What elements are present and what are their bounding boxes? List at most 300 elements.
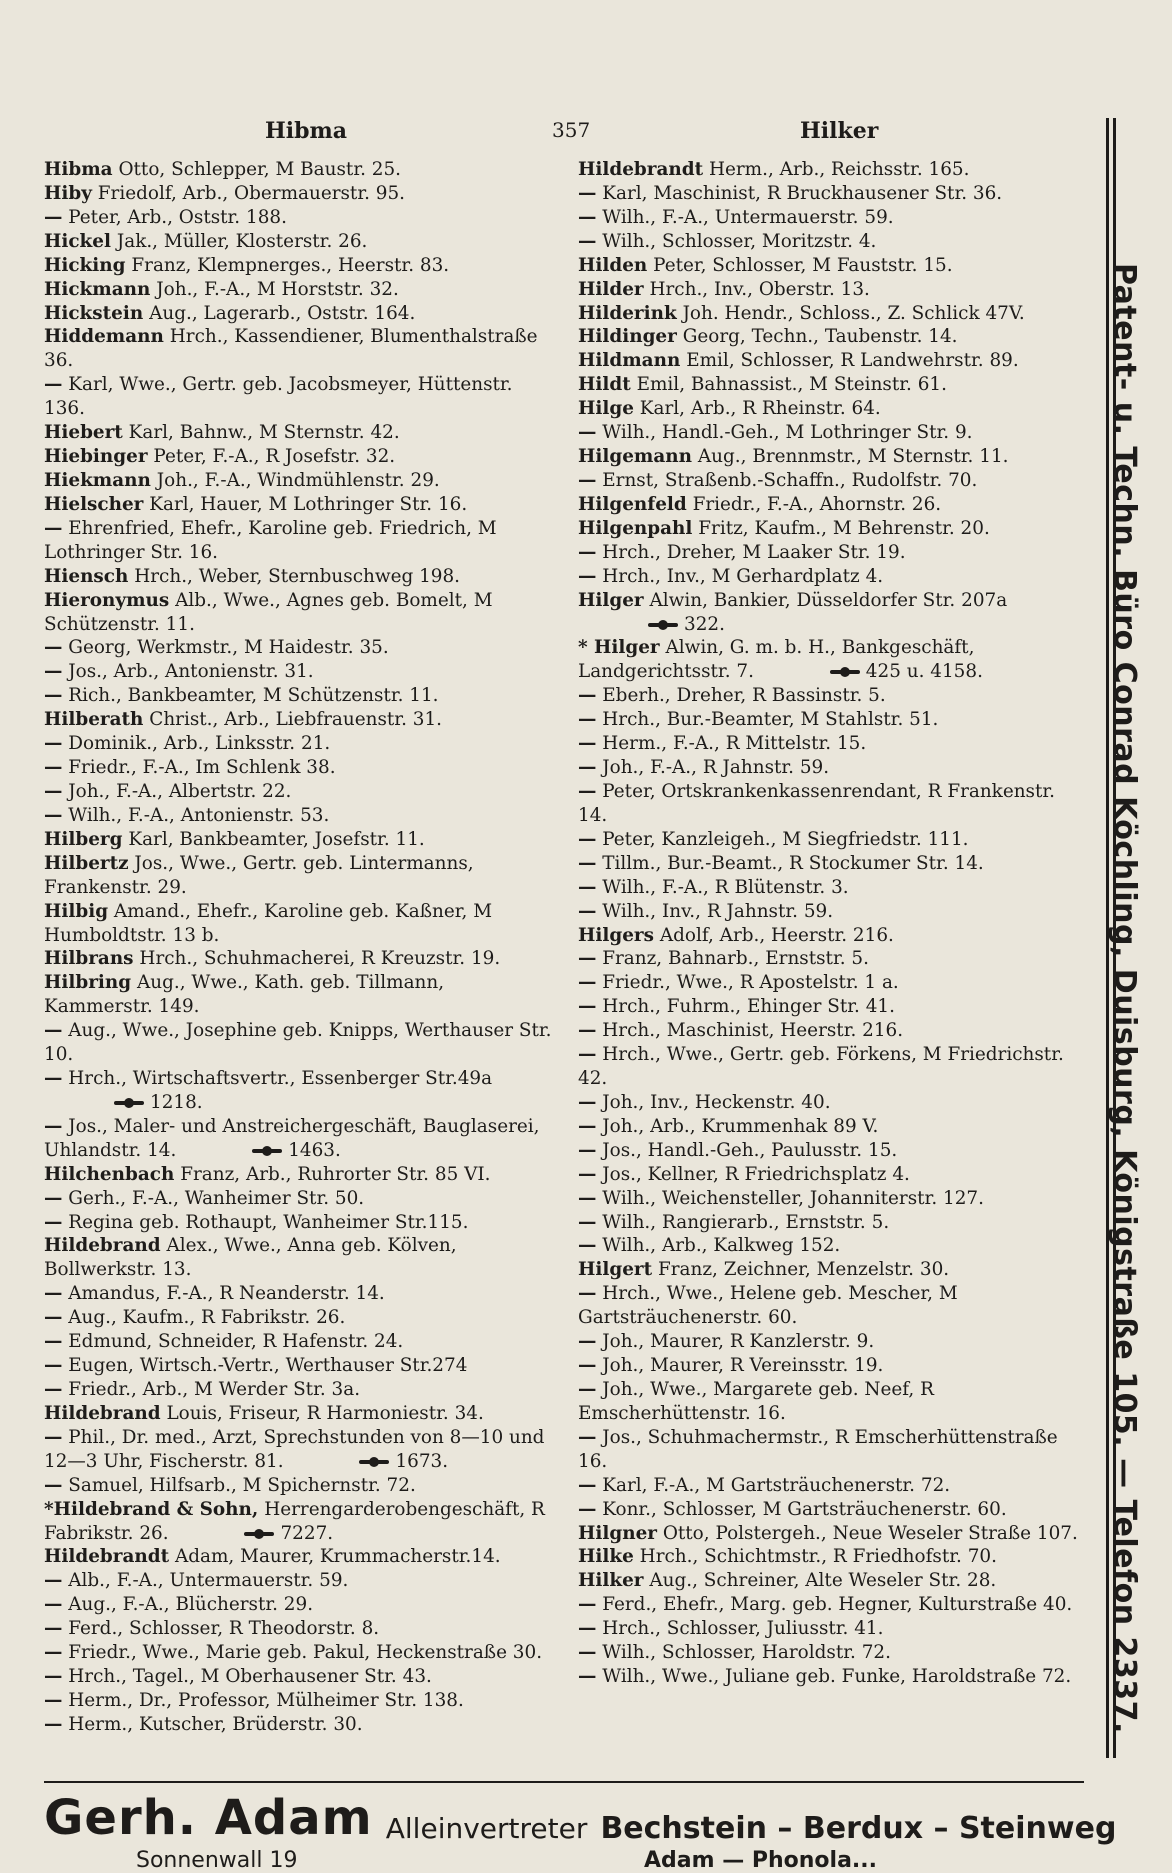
entry-surname: Hilderink bbox=[578, 302, 677, 324]
directory-entry bbox=[578, 732, 1083, 756]
entry-surname: Hickstein bbox=[44, 302, 144, 324]
directory-entry bbox=[44, 1713, 554, 1737]
entry-surname: Hildebrand bbox=[44, 1235, 161, 1257]
directory-entry bbox=[578, 1019, 1083, 1043]
entry-details: Hrch., Fuhrm., Ehinger Str. 41. bbox=[602, 996, 895, 1018]
entry-surname: Hildebrandt bbox=[44, 1546, 170, 1568]
entry-details: Friedr., Wwe., R Apostelstr. 1 a. bbox=[602, 972, 899, 994]
entry-details: Wilh., F.-A., Untermauerstr. 59. bbox=[602, 206, 894, 228]
directory-entry bbox=[44, 302, 554, 326]
telephone-icon bbox=[252, 1146, 282, 1156]
entry-surname: Hickmann bbox=[44, 278, 151, 300]
directory-entry bbox=[578, 1665, 1083, 1689]
entry-details: Jos., Handl.-Geh., Paulusstr. 15. bbox=[602, 1139, 898, 1161]
entry-surname: — bbox=[44, 1426, 63, 1448]
directory-entry bbox=[578, 636, 1083, 684]
phone-number: 7227. bbox=[280, 1522, 334, 1544]
directory-entry bbox=[44, 708, 554, 732]
entry-details: Peter, Arb., Oststr. 188. bbox=[68, 206, 287, 228]
entry-surname: — bbox=[44, 1379, 63, 1401]
entry-surname: Hilden bbox=[578, 254, 648, 276]
entry-surname: — bbox=[578, 1044, 597, 1066]
entry-details: Edmund, Schneider, R Hafenstr. 24. bbox=[68, 1331, 404, 1353]
footer-ad bbox=[44, 1790, 1117, 1873]
directory-entry bbox=[44, 804, 554, 828]
entry-surname: — bbox=[578, 733, 597, 755]
directory-entry bbox=[578, 971, 1083, 995]
entry-details: Peter, Kanzleigeh., M Siegfriedstr. 111. bbox=[602, 828, 969, 850]
directory-entry bbox=[578, 1187, 1083, 1211]
entry-surname: — bbox=[578, 828, 597, 850]
entry-surname: — bbox=[578, 1235, 597, 1257]
entry-details: Jos., Maler- und Anstreichergeschäft, Bauglaserei, Uhlandstr. 14. bbox=[44, 1115, 540, 1161]
directory-entry bbox=[578, 541, 1083, 565]
directory-entry bbox=[44, 1211, 554, 1235]
footer-address-2: Adam — Phonola... bbox=[644, 1848, 877, 1873]
directory-entry bbox=[44, 1067, 554, 1115]
telephone-icon bbox=[648, 620, 678, 630]
entry-surname: — bbox=[578, 1187, 597, 1209]
entry-surname: * Hilger bbox=[578, 637, 660, 659]
entry-surname: — bbox=[578, 757, 597, 779]
entry-details: Herm., F.-A., R Mittelstr. 15. bbox=[602, 733, 867, 755]
entry-surname: *Hildebrand & Sohn, bbox=[44, 1498, 259, 1520]
entry-surname: — bbox=[578, 685, 597, 707]
directory-entry bbox=[578, 708, 1083, 732]
entry-surname: Hilge bbox=[578, 398, 634, 420]
entry-surname: — bbox=[44, 733, 63, 755]
entry-surname: Hieronymus bbox=[44, 589, 170, 611]
entry-details: Ernst, Straßenb.-Schaffn., Rudolfstr. 70. bbox=[602, 469, 978, 491]
entry-surname: — bbox=[578, 1020, 597, 1042]
directory-entry bbox=[578, 1258, 1083, 1282]
entry-surname: Hilberath bbox=[44, 709, 144, 731]
entry-surname: — bbox=[44, 1642, 63, 1664]
directory-entry bbox=[44, 684, 554, 708]
entry-details: Hrch., Maschinist, Heerstr. 216. bbox=[602, 1020, 904, 1042]
entry-details: Rich., Bankbeamter, M Schützenstr. 11. bbox=[68, 685, 439, 707]
directory-entry bbox=[578, 278, 1083, 302]
entry-surname: Hildebrand bbox=[44, 1402, 161, 1424]
directory-entry bbox=[578, 1354, 1083, 1378]
entry-details: Peter, Schlosser, M Fauststr. 15. bbox=[653, 254, 953, 276]
entry-surname: — bbox=[578, 1139, 597, 1161]
directory-entry bbox=[44, 900, 554, 948]
entry-details: Hrch., Wwe., Helene geb. Mescher, M Gartsträuchenerstr. 60. bbox=[578, 1283, 958, 1329]
entry-details: Jos., Schuhmachermstr., R Emscherhüttenstraße 16. bbox=[578, 1426, 1058, 1472]
entry-details: Friedolf, Arb., Obermauerstr. 95. bbox=[97, 182, 406, 204]
entry-surname: — bbox=[578, 1594, 597, 1616]
header-right-keyword: Hilker bbox=[800, 118, 879, 144]
entry-surname: — bbox=[578, 206, 597, 228]
entry-details: Karl, Hauer, M Lothringer Str. 16. bbox=[149, 493, 468, 515]
entry-surname: Hiebinger bbox=[44, 446, 148, 468]
entry-details: Eberh., Dreher, R Bassinstr. 5. bbox=[602, 685, 886, 707]
entry-surname: — bbox=[44, 1283, 63, 1305]
directory-entry bbox=[578, 1330, 1083, 1354]
directory-entry bbox=[578, 1522, 1083, 1546]
entry-surname: Hilke bbox=[578, 1546, 634, 1568]
header-left-keyword: Hibma bbox=[265, 118, 348, 144]
entry-surname: — bbox=[578, 780, 597, 802]
entry-details: Aug., F.-A., Blücherstr. 29. bbox=[68, 1594, 314, 1616]
directory-entry bbox=[578, 565, 1083, 589]
entry-details: Franz, Klempnerges., Heerstr. 83. bbox=[131, 254, 450, 276]
directory-entry bbox=[578, 325, 1083, 349]
directory-entry bbox=[44, 780, 554, 804]
directory-entry bbox=[44, 445, 554, 469]
entry-details: Hrch., Tagel., M Oberhausener Str. 43. bbox=[68, 1666, 432, 1688]
directory-entry bbox=[44, 158, 554, 182]
entry-surname: — bbox=[44, 1187, 63, 1209]
entry-surname: — bbox=[44, 685, 63, 707]
entry-details: Emil, Bahnassist., M Steinstr. 61. bbox=[636, 374, 947, 396]
directory-entry bbox=[44, 493, 554, 517]
directory-entry bbox=[44, 1498, 554, 1546]
telephone-icon bbox=[359, 1457, 389, 1467]
entry-details: Friedr., Arb., M Werder Str. 3a. bbox=[68, 1379, 361, 1401]
entry-surname: Hilberg bbox=[44, 828, 123, 850]
entry-surname: — bbox=[578, 1355, 597, 1377]
entry-details: Joh., F.-A., M Horststr. 32. bbox=[156, 278, 399, 300]
entry-details: Georg, Techn., Taubenstr. 14. bbox=[682, 326, 958, 348]
directory-entry bbox=[44, 971, 554, 1019]
entry-surname: Hicking bbox=[44, 254, 126, 276]
entry-surname: Hibma bbox=[44, 159, 113, 180]
directory-entry bbox=[578, 589, 1083, 637]
entry-details: Hrch., Kassendiener, Blumenthalstraße 36. bbox=[44, 326, 538, 372]
entry-details: Franz, Arb., Ruhrorter Str. 85 VI. bbox=[180, 1163, 491, 1185]
entry-surname: Hilbrans bbox=[44, 948, 134, 970]
directory-entry bbox=[578, 493, 1083, 517]
directory-entry bbox=[44, 1330, 554, 1354]
directory-entry bbox=[44, 1474, 554, 1498]
entry-details: Karl, Wwe., Gertr. geb. Jacobsmeyer, Hüttenstr. 136. bbox=[44, 374, 513, 420]
directory-entry bbox=[44, 828, 554, 852]
entry-details: Hrch., Schlosser, Juliusstr. 41. bbox=[602, 1618, 884, 1640]
phone-number: 322. bbox=[684, 613, 725, 635]
entry-surname: — bbox=[44, 1618, 63, 1640]
entry-surname: — bbox=[44, 1020, 63, 1042]
directory-entry bbox=[44, 206, 554, 230]
directory-entry bbox=[578, 1498, 1083, 1522]
footer-brand: Gerh. Adam bbox=[44, 1790, 373, 1846]
directory-entry bbox=[44, 1665, 554, 1689]
entry-details: Hrch., Wirtschaftsvertr., Essenberger Str.49a bbox=[68, 1068, 493, 1090]
entry-details: Otto, Schlepper, M Baustr. 25. bbox=[118, 159, 402, 180]
directory-entry bbox=[44, 852, 554, 900]
entry-details: Hrch., Schichtmstr., R Friedhofstr. 70. bbox=[639, 1546, 997, 1568]
entry-details: Ferd., Ehefr., Marg. geb. Hegner, Kulturstraße 40. bbox=[602, 1594, 1073, 1616]
directory-entry bbox=[578, 1282, 1083, 1330]
entry-details: Fritz, Kaufm., M Behrenstr. 20. bbox=[698, 517, 990, 539]
entry-surname: Hilbring bbox=[44, 972, 132, 994]
directory-entry bbox=[44, 278, 554, 302]
directory-entry bbox=[578, 828, 1083, 852]
entry-details: Wilh., Arb., Kalkweg 152. bbox=[602, 1235, 841, 1257]
directory-entry bbox=[578, 1115, 1083, 1139]
directory-entry bbox=[578, 445, 1083, 469]
entry-details: Joh., Maurer, R Kanzlerstr. 9. bbox=[602, 1331, 875, 1353]
entry-details: Tillm., Bur.-Beamt., R Stockumer Str. 14. bbox=[602, 852, 984, 874]
entry-details: Gerh., F.-A., Wanheimer Str. 50. bbox=[68, 1187, 365, 1209]
directory-entry bbox=[44, 182, 554, 206]
phone-entry bbox=[289, 1450, 448, 1474]
entry-surname: Hilgemann bbox=[578, 446, 693, 468]
footer-brands: Bechstein – Berdux – Steinweg bbox=[600, 1811, 1117, 1846]
directory-entry bbox=[44, 589, 554, 637]
directory-entry bbox=[44, 517, 554, 565]
entry-details: Wilh., Rangierarb., Ernststr. 5. bbox=[602, 1211, 890, 1233]
footer-allein: Alleinvertreter bbox=[385, 1812, 588, 1845]
entry-details: Aug., Wwe., Kath. geb. Tillmann, Kammerstr. 149. bbox=[44, 972, 445, 1018]
entry-details: Alb., F.-A., Untermauerstr. 59. bbox=[68, 1570, 349, 1592]
entry-surname: — bbox=[44, 1666, 63, 1688]
directory-entry bbox=[578, 254, 1083, 278]
entry-surname: — bbox=[578, 1498, 597, 1520]
entry-details: Amand., Ehefr., Karoline geb. Kaßner, M Humboldtstr. 13 b. bbox=[44, 900, 493, 946]
entry-surname: Hilgers bbox=[578, 924, 654, 946]
entry-details: Joh. Hendr., Schloss., Z. Schlick 47V. bbox=[682, 302, 1025, 324]
entry-details: Franz, Zeichner, Menzelstr. 30. bbox=[657, 1259, 950, 1281]
entry-details: Joh., Inv., Heckenstr. 40. bbox=[602, 1091, 831, 1113]
entry-details: Amandus, F.-A., R Neanderstr. 14. bbox=[68, 1283, 385, 1305]
entry-surname: — bbox=[578, 565, 597, 587]
entry-surname: Hiekmann bbox=[44, 469, 151, 491]
directory-entry bbox=[578, 1641, 1083, 1665]
entry-details: Jos., Wwe., Gertr. geb. Lintermanns, Frankenstr. 29. bbox=[44, 852, 474, 898]
directory-entry bbox=[44, 1163, 554, 1187]
entry-details: Karl, Bankbeamter, Josefstr. 11. bbox=[128, 828, 425, 850]
phone-entry bbox=[182, 1139, 341, 1163]
entry-details: Jak., Müller, Klosterstr. 26. bbox=[116, 230, 368, 252]
entry-details: Karl, F.-A., M Gartsträuchenerstr. 72. bbox=[602, 1474, 951, 1496]
directory-entry bbox=[578, 373, 1083, 397]
directory-entry bbox=[578, 684, 1083, 708]
entry-surname: — bbox=[44, 1307, 63, 1329]
entry-details: Hrch., Wwe., Gertr. geb. Förkens, M Friedrichstr. 42. bbox=[578, 1044, 1064, 1090]
directory-entry bbox=[44, 1402, 554, 1426]
entry-surname: — bbox=[578, 1426, 597, 1448]
entry-surname: — bbox=[578, 900, 597, 922]
directory-entry bbox=[578, 1617, 1083, 1641]
entry-details: Wilh., F.-A., Antonienstr. 53. bbox=[68, 804, 330, 826]
phone-entry bbox=[760, 660, 983, 684]
entry-surname: Hiby bbox=[44, 182, 92, 204]
entry-details: Herm., Arb., Reichsstr. 165. bbox=[708, 159, 970, 180]
entry-details: Christ., Arb., Liebfrauenstr. 31. bbox=[149, 709, 443, 731]
directory-entry bbox=[578, 302, 1083, 326]
entry-surname: Hiddemann bbox=[44, 326, 164, 348]
entry-surname: — bbox=[578, 469, 597, 491]
entry-details: Wilh., Wwe., Juliane geb. Funke, Haroldstraße 72. bbox=[602, 1666, 1072, 1688]
entry-details: Aug., Wwe., Josephine geb. Knipps, Werthauser Str. 10. bbox=[44, 1020, 552, 1066]
entry-surname: Hilker bbox=[578, 1570, 644, 1592]
entry-surname: — bbox=[44, 1713, 63, 1735]
directory-entry bbox=[578, 1426, 1083, 1474]
entry-surname: — bbox=[578, 541, 597, 563]
entry-details: Phil., Dr. med., Arzt, Sprechstunden von 8—10 und 12—3 Uhr, Fischerstr. 81. bbox=[44, 1426, 545, 1472]
entry-surname: — bbox=[578, 1091, 597, 1113]
entry-surname: — bbox=[44, 1211, 63, 1233]
entry-surname: Hickel bbox=[44, 230, 111, 252]
directory-entry bbox=[578, 1474, 1083, 1498]
entry-details: Eugen, Wirtsch.-Vertr., Werthauser Str.274 bbox=[68, 1355, 468, 1377]
directory-entry bbox=[578, 1211, 1083, 1235]
entry-details: Karl, Bahnw., M Sternstr. 42. bbox=[128, 422, 400, 444]
entry-details: Alwin, Bankier, Düsseldorfer Str. 207a bbox=[649, 589, 1008, 611]
directory-entry bbox=[578, 1545, 1083, 1569]
entry-surname: — bbox=[578, 996, 597, 1018]
entry-details: Wilh., Handl.-Geh., M Lothringer Str. 9. bbox=[602, 422, 973, 444]
entry-details: Konr., Schlosser, M Gartsträuchenerstr. 60. bbox=[602, 1498, 1007, 1520]
directory-entry bbox=[44, 1378, 554, 1402]
entry-surname: — bbox=[44, 780, 63, 802]
entry-details: Wilh., Schlosser, Moritzstr. 4. bbox=[602, 230, 877, 252]
directory-entry bbox=[44, 373, 554, 421]
entry-details: Hrch., Bur.-Beamter, M Stahlstr. 51. bbox=[602, 709, 939, 731]
entry-surname: — bbox=[578, 1379, 597, 1401]
telephone-icon bbox=[114, 1098, 144, 1108]
footer-address: Sonnenwall 19 bbox=[136, 1848, 298, 1873]
entry-surname: Hildebrandt bbox=[578, 159, 704, 180]
entry-surname: Hiebert bbox=[44, 422, 123, 444]
directory-entry bbox=[44, 1115, 554, 1163]
entry-details: Hrch., Dreher, M Laaker Str. 19. bbox=[602, 541, 906, 563]
directory-entry bbox=[44, 230, 554, 254]
entry-surname: — bbox=[578, 182, 597, 204]
entry-surname: — bbox=[578, 876, 597, 898]
phone-entry bbox=[44, 1091, 203, 1115]
entry-details: Alex., Wwe., Anna geb. Kölven, Bollwerkstr. 13. bbox=[44, 1235, 457, 1281]
directory-entry bbox=[578, 756, 1083, 780]
entry-details: Joh., F.-A., Albertstr. 22. bbox=[68, 780, 292, 802]
directory-entry bbox=[44, 1187, 554, 1211]
entry-details: Georg, Werkmstr., M Haidestr. 35. bbox=[68, 637, 389, 659]
directory-entry bbox=[578, 1163, 1083, 1187]
telephone-icon bbox=[244, 1529, 274, 1539]
entry-surname: — bbox=[578, 1283, 597, 1305]
directory-entry bbox=[44, 732, 554, 756]
entry-details: Hrch., Schuhmacherei, R Kreuzstr. 19. bbox=[139, 948, 501, 970]
entry-surname: — bbox=[578, 1642, 597, 1664]
entry-details: Alwin, G. m. b. H., Bankgeschäft, Landgerichtsstr. 7. bbox=[578, 637, 975, 683]
entry-surname: — bbox=[44, 804, 63, 826]
entry-surname: — bbox=[578, 230, 597, 252]
directory-entry bbox=[578, 1378, 1083, 1426]
entry-surname: Hiensch bbox=[44, 565, 129, 587]
entry-details: Wilh., Schlosser, Haroldstr. 72. bbox=[602, 1642, 891, 1664]
entry-surname: Hilbertz bbox=[44, 852, 129, 874]
sidebar-ad-text: Patent- u. Techn. Büro Conrad Köchling, Duisburg, Königstraße 105. — Telefon 2337. bbox=[1107, 263, 1142, 1734]
directory-entry bbox=[578, 995, 1083, 1019]
entry-surname: — bbox=[44, 637, 63, 659]
directory-entry bbox=[578, 1043, 1083, 1091]
directory-entry bbox=[578, 397, 1083, 421]
entry-details: Joh., Wwe., Margarete geb. Neef, R Emscherhüttenstr. 16. bbox=[578, 1379, 934, 1424]
entry-surname: Hilger bbox=[578, 589, 644, 611]
entry-surname: — bbox=[44, 1690, 63, 1711]
entry-details: Aug., Brennmstr., M Sternstr. 11. bbox=[697, 446, 1009, 468]
entry-details: Joh., Arb., Krummenhak 89 V. bbox=[602, 1115, 879, 1137]
entry-surname: — bbox=[44, 1068, 63, 1090]
entry-surname: — bbox=[44, 1115, 63, 1137]
directory-entry bbox=[578, 517, 1083, 541]
entry-details: Samuel, Hilfsarb., M Spichernstr. 72. bbox=[68, 1474, 416, 1496]
page-number: 357 bbox=[552, 118, 591, 142]
entry-surname: — bbox=[44, 206, 63, 228]
entry-details: Ehrenfried, Ehefr., Karoline geb. Friedrich, M Lothringer Str. 16. bbox=[44, 517, 497, 563]
entry-surname: — bbox=[578, 852, 597, 874]
directory-entry bbox=[578, 1569, 1083, 1593]
entry-details: Herrengarderobengeschäft, R Fabrikstr. 26. bbox=[44, 1498, 545, 1544]
entry-details: Joh., F.-A., Windmühlenstr. 29. bbox=[156, 469, 440, 491]
directory-entry bbox=[578, 1593, 1083, 1617]
directory-entry bbox=[44, 1306, 554, 1330]
entry-surname: Hilbig bbox=[44, 900, 109, 922]
directory-entry bbox=[44, 1234, 554, 1282]
directory-entry bbox=[578, 206, 1083, 230]
entry-surname: Hildinger bbox=[578, 326, 677, 348]
entry-surname: — bbox=[578, 1666, 597, 1688]
directory-entry bbox=[44, 1593, 554, 1617]
entry-surname: — bbox=[578, 422, 597, 444]
entry-details: Aug., Lagerarb., Oststr. 164. bbox=[149, 302, 416, 324]
entry-surname: — bbox=[578, 1331, 597, 1353]
entry-surname: Hilder bbox=[578, 278, 644, 300]
directory-entry bbox=[578, 924, 1083, 948]
directory-entry bbox=[578, 852, 1083, 876]
entry-surname: — bbox=[578, 1618, 597, 1640]
entry-details: Hrch., Inv., Oberstr. 13. bbox=[649, 278, 870, 300]
directory-entry bbox=[44, 1019, 554, 1067]
entry-details: Peter, Ortskrankenkassenrendant, R Frankenstr. 14. bbox=[578, 780, 1055, 826]
directory-entry bbox=[578, 947, 1083, 971]
entry-details: Aug., Schreiner, Alte Weseler Str. 28. bbox=[649, 1570, 997, 1592]
entry-details: Joh., Maurer, R Vereinsstr. 19. bbox=[602, 1355, 884, 1377]
entry-surname: Hilgner bbox=[578, 1522, 657, 1544]
directory-entry bbox=[44, 1569, 554, 1593]
directory-entry bbox=[44, 1545, 554, 1569]
right-column bbox=[578, 158, 1083, 1689]
entry-surname: — bbox=[578, 1115, 597, 1137]
phone-entry bbox=[174, 1522, 333, 1546]
entry-surname: — bbox=[44, 1474, 63, 1496]
entry-surname: Hilgenfeld bbox=[578, 493, 687, 515]
entry-details: Karl, Maschinist, R Bruckhausener Str. 36. bbox=[602, 182, 1003, 204]
phone-entry bbox=[578, 613, 725, 637]
directory-entry bbox=[44, 636, 554, 660]
entry-details: Friedr., F.-A., Im Schlenk 38. bbox=[68, 757, 336, 779]
entry-surname: — bbox=[44, 661, 63, 683]
directory-entry bbox=[44, 469, 554, 493]
phone-number: 1218. bbox=[150, 1091, 203, 1113]
entry-details: Dominik., Arb., Linksstr. 21. bbox=[68, 733, 331, 755]
telephone-icon bbox=[830, 667, 860, 677]
sidebar-ad bbox=[1100, 118, 1160, 1758]
directory-entry bbox=[44, 565, 554, 589]
entry-details: Emil, Schlosser, R Landwehrstr. 89. bbox=[686, 350, 1019, 372]
entry-surname: — bbox=[44, 757, 63, 779]
entry-details: Louis, Friseur, R Harmoniestr. 34. bbox=[166, 1402, 484, 1424]
directory-entry bbox=[578, 421, 1083, 445]
page-header bbox=[0, 118, 1172, 154]
entry-surname: — bbox=[578, 1474, 597, 1496]
entry-surname: Hielscher bbox=[44, 493, 144, 515]
entry-details: Herm., Dr., Professor, Mülheimer Str. 138. bbox=[68, 1690, 464, 1711]
phone-number: 1463. bbox=[288, 1139, 341, 1161]
entry-surname: Hilgert bbox=[578, 1259, 653, 1281]
